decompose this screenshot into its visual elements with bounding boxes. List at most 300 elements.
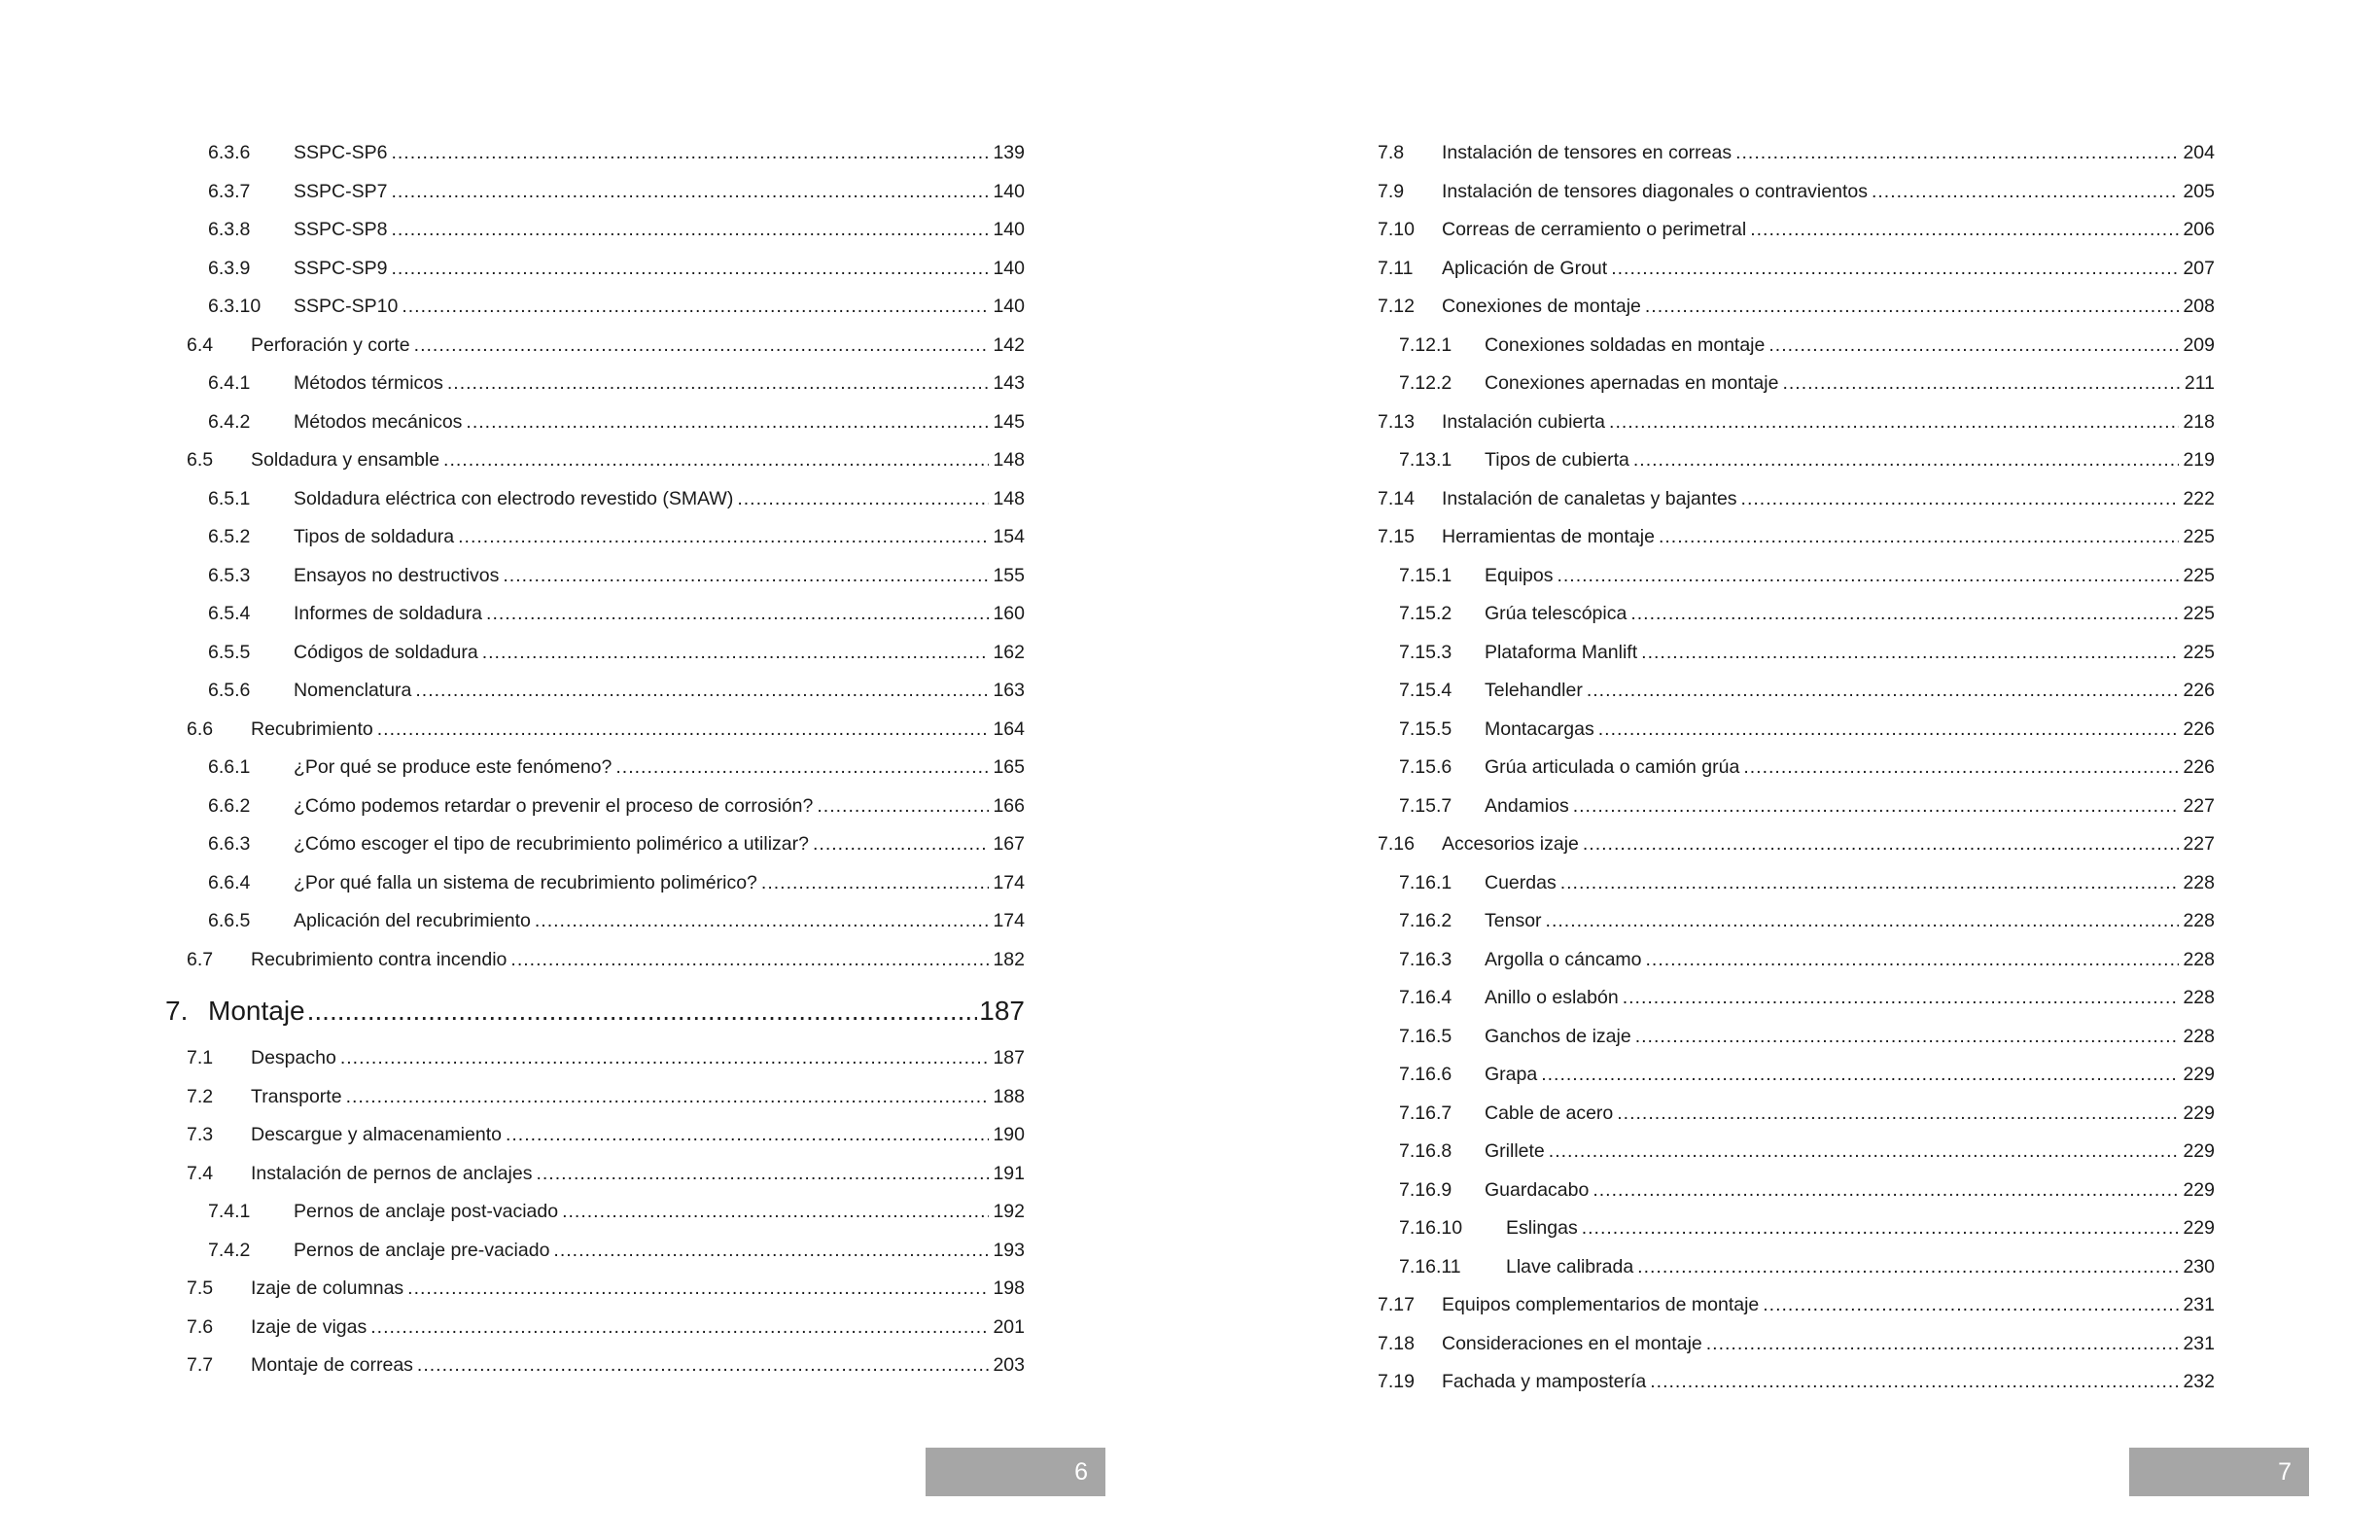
toc-entry[interactable] [187,1120,1025,1149]
toc-entry[interactable] [1378,484,2215,513]
dot-leader [1557,565,2179,586]
toc-entry-number: 7.16.11 [1399,1255,1461,1278]
toc-entry-title: Métodos térmicos [294,372,443,394]
toc-entry-number: 7.1 [187,1047,214,1068]
toc-entry-body [294,1197,1025,1222]
toc-entry-body [251,1043,1025,1068]
toc-entry-title: Instalación de canaletas y bajantes [1442,487,1737,509]
toc-entry-title: Conexiones apernadas en montaje [1485,372,1779,394]
toc-entry-number: 6.6.2 [208,794,251,817]
toc-entry-page: 160 [993,603,1025,624]
toc-chapter-entry[interactable] [165,993,1025,1032]
toc-entry[interactable] [208,292,1025,321]
toc-entry-body [294,599,1025,624]
toc-entry-title: Recubrimiento [251,718,373,740]
page-number-badge [926,1448,1105,1496]
toc-entry[interactable] [208,829,1025,858]
toc-entry-number: 7.16 [1378,833,1415,855]
toc-entry-body [294,791,1025,817]
toc-entry[interactable] [187,715,1025,744]
toc-entry-title: Accesorios izaje [1442,833,1579,855]
dot-leader [307,995,978,1028]
dot-leader [466,411,989,433]
dot-leader [1741,488,2180,509]
dot-leader [1617,1102,2179,1124]
toc-entry-page: 231 [2183,1294,2215,1315]
toc-entry-number: 7.11 [1378,257,1414,279]
toc-entry-page: 188 [993,1085,1025,1107]
toc-entry-title: Instalación de pernos de anclajes [251,1162,533,1184]
dot-leader [1582,1217,2180,1239]
dot-leader [1598,718,2180,740]
toc-entry-title: Despacho [251,1047,336,1068]
toc-entry-title: Andamios [1485,794,1569,817]
toc-entry-title: Nomenclatura [294,680,412,701]
toc-entry-body [1485,1137,2215,1162]
toc-entry-page: 140 [993,257,1025,279]
toc-entry-body [1485,868,2215,893]
toc-entry-number: 7.15.3 [1399,641,1452,663]
toc-entry-number: 7.16.7 [1399,1102,1452,1124]
toc-entry-page: 228 [2183,987,2215,1008]
toc-entry-title: Argolla o cáncamo [1485,948,1642,970]
toc-entry-body [251,1274,1025,1299]
dot-leader [391,181,989,202]
toc-entry-title: Aplicación del recubrimiento [294,910,531,931]
toc-entry-title: ¿Por qué falla un sistema de recubrimiento polimérico? [294,871,757,893]
dot-leader [503,565,989,586]
toc-entry-title: Instalación cubierta [1442,410,1606,433]
toc-entry-title: Grapa [1485,1064,1538,1085]
dot-leader [1623,987,2180,1008]
toc-entry[interactable] [1378,177,2215,206]
toc-entry-number: 7.18 [1378,1332,1415,1354]
dot-leader [761,872,990,893]
toc-entry-body [251,1159,1025,1184]
table-of-contents-right [1190,0,2380,1540]
toc-entry-page: 207 [2183,257,2215,279]
toc-entry-body [294,254,1025,279]
toc-entry-title: Tipos de cubierta [1485,449,1629,471]
dot-leader [1541,1064,2179,1085]
toc-entry-page: 229 [2183,1064,2215,1085]
toc-entry-title: Montacargas [1485,718,1594,740]
toc-entry-body [1485,906,2215,931]
toc-entry[interactable] [208,522,1025,551]
toc-entry-title: Equipos [1485,564,1554,586]
toc-entry-number: 6.7 [187,948,214,970]
toc-entry-number: 6.4.2 [208,410,251,433]
toc-entry[interactable] [187,1312,1025,1342]
toc-entry-page: 229 [2183,1217,2215,1239]
toc-entry-number: 6.3.7 [208,180,251,202]
toc-entry[interactable] [1378,254,2215,283]
toc-entry-body [294,368,1025,394]
toc-entry-number: 7.16.9 [1399,1178,1452,1201]
toc-entry-body [251,331,1025,356]
toc-entry[interactable] [208,368,1025,398]
toc-entry[interactable] [208,791,1025,821]
toc-entry-number: 7.17 [1378,1294,1415,1315]
toc-entry[interactable] [208,752,1025,782]
toc-entry-body [1442,254,2215,279]
toc-entry-title: Cuerdas [1485,871,1557,893]
toc-entry-body [1485,445,2215,471]
toc-entry-number: 7.8 [1378,142,1405,163]
toc-entry-page: 225 [2183,526,2215,547]
dot-leader [1637,1256,2179,1278]
toc-entry-body [1485,1099,2215,1124]
toc-entry[interactable] [1399,1252,2215,1281]
toc-entry-body [1442,407,2215,433]
toc-entry-page: 222 [2183,487,2215,509]
toc-entry-title: ¿Cómo escoger el tipo de recubrimiento polimérico a utilizar? [294,833,809,855]
toc-entry-title: Izaje de vigas [251,1315,368,1338]
dot-leader [1635,1026,2180,1047]
toc-entry-page: 143 [993,372,1025,394]
toc-entry-page: 225 [2183,564,2215,586]
toc-entry-number: 7.13.1 [1399,449,1452,471]
toc-entry-page: 164 [993,718,1025,740]
dot-leader [391,142,989,163]
toc-entry-title: Informes de soldadura [294,603,483,624]
toc-entry-page: 229 [2183,1140,2215,1162]
toc-entry[interactable] [208,906,1025,935]
dot-leader [1592,1179,2179,1201]
toc-entry[interactable] [1399,331,2215,360]
toc-entry-number: 7.16.2 [1399,910,1452,931]
toc-entry-body [1485,752,2215,778]
toc-entry-number: 6.5.6 [208,680,251,701]
toc-entry-number: 7.12.1 [1399,333,1452,356]
toc-entry[interactable] [1378,292,2215,321]
toc-entry-page: 231 [2183,1332,2215,1354]
toc-entry-number: 6.5.1 [208,487,251,509]
toc-entry[interactable] [187,1274,1025,1303]
toc-entry-page: 225 [2183,641,2215,663]
toc-entry[interactable] [208,177,1025,206]
toc-entry-body [294,638,1025,663]
toc-entry[interactable] [1378,1290,2215,1319]
toc-entry-body [1485,1060,2215,1085]
toc-entry-title: Montaje de correas [251,1354,413,1376]
toc-entry-body [1485,331,2215,356]
toc-entry[interactable] [1399,676,2215,705]
toc-entry-page: 162 [993,641,1025,663]
toc-entry[interactable] [187,445,1025,474]
toc-entry[interactable] [1399,868,2215,897]
dot-leader [1583,833,2180,855]
page-number: 6 [1074,1458,1088,1486]
toc-entry-number: 6.3.9 [208,257,251,279]
toc-entry-body [1442,1367,2215,1392]
toc-entry-page: 228 [2183,1025,2215,1047]
toc-entry-title: Perforación y corte [251,333,410,356]
toc-entry-number: 7.13 [1378,410,1415,433]
toc-entry-title: Códigos de soldadura [294,641,478,663]
toc-entry[interactable] [208,599,1025,628]
toc-entry-page: 219 [2183,449,2215,471]
toc-entry-number: 6.6.3 [208,833,251,855]
toc-entry-number: 7.14 [1378,487,1415,509]
dot-leader [553,1240,989,1261]
toc-entry-title: SSPC-SP7 [294,180,388,202]
toc-entry-title: Aplicación de Grout [1442,257,1608,279]
toc-entry-page: 211 [2184,372,2215,394]
toc-entry[interactable] [187,331,1025,360]
toc-entry-body [1485,1022,2215,1047]
toc-entry[interactable] [1399,752,2215,782]
toc-entry-number: 6.4.1 [208,372,251,394]
dot-leader [615,756,989,778]
toc-entry-body [251,1120,1025,1145]
toc-entry[interactable] [208,676,1025,705]
toc-entry[interactable] [1399,1022,2215,1051]
toc-entry-title: Tipos de soldadura [294,526,455,547]
right-page [1190,0,2380,1540]
toc-entry-title: Tensor [1485,910,1542,931]
toc-entry[interactable] [187,945,1025,974]
toc-entry-title: SSPC-SP10 [294,296,399,317]
toc-entry-body [1485,599,2215,624]
toc-entry-body [294,407,1025,433]
toc-entry-body [294,1236,1025,1261]
toc-entry[interactable] [1399,945,2215,974]
toc-entry-number: 6.5.2 [208,526,251,547]
toc-entry-body [1442,215,2215,240]
dot-leader [417,1354,990,1376]
toc-entry-page: 206 [2183,219,2215,240]
toc-entry-page: 148 [993,449,1025,471]
toc-entry-number: 7.15.1 [1399,564,1452,586]
toc-entry-body [294,522,1025,547]
toc-entry-page: 227 [2183,794,2215,817]
dot-leader [536,1163,989,1184]
toc-entry-page: 166 [993,794,1025,817]
toc-entry[interactable] [1399,715,2215,744]
toc-entry-number: 7.4 [187,1162,214,1184]
toc-entry-number: 6.3.8 [208,219,251,240]
dot-leader [737,488,989,509]
toc-entry-page: 182 [993,948,1025,970]
toc-entry[interactable] [1399,445,2215,474]
toc-entry[interactable] [1399,638,2215,667]
toc-entry-number: 7.4.2 [208,1239,251,1261]
toc-entry-body [1506,1252,2215,1278]
dot-leader [402,296,989,317]
dot-leader [562,1201,989,1222]
toc-entry-title: ¿Cómo podemos retardar o prevenir el proceso de corrosión? [294,794,814,817]
toc-entry[interactable] [208,407,1025,437]
toc-entry-title: Grúa articulada o camión grúa [1485,756,1740,778]
toc-entry-number: 6.5.3 [208,564,251,586]
toc-entry-page: 190 [993,1124,1025,1145]
toc-entry-body [294,829,1025,855]
dot-leader [1549,1140,2180,1162]
toc-entry-title: Recubrimiento contra incendio [251,948,508,970]
toc-entry[interactable] [208,1236,1025,1265]
toc-entry[interactable] [208,138,1025,167]
toc-entry[interactable] [1399,1099,2215,1128]
dot-leader [1546,910,2180,931]
toc-entry-page: 232 [2183,1371,2215,1392]
toc-entry-page: 193 [993,1239,1025,1261]
toc-entry-number: 7. [165,996,189,1026]
toc-entry[interactable] [1399,983,2215,1012]
toc-entry[interactable] [1378,829,2215,858]
toc-entry-body [1442,829,2215,855]
toc-entry-number: 7.16.4 [1399,987,1452,1008]
toc-entry[interactable] [1399,368,2215,398]
toc-entry-page: 154 [993,526,1025,547]
toc-entry-title: SSPC-SP8 [294,219,388,240]
toc-entry[interactable] [1399,1213,2215,1242]
toc-entry-title: Herramientas de montaje [1442,526,1655,547]
toc-entry-title: Soldadura y ensamble [251,449,440,471]
dot-leader [415,680,989,701]
toc-entry-title: Grúa telescópica [1485,603,1628,624]
toc-entry-number: 7.12.2 [1399,372,1452,394]
toc-entry-number: 7.5 [187,1278,214,1299]
toc-entry-title: Fachada y mampostería [1442,1371,1647,1392]
dot-leader [447,372,990,394]
toc-entry-body [1506,1213,2215,1239]
toc-entry-number: 7.15.4 [1399,680,1452,701]
toc-entry-number: 6.6.4 [208,871,251,893]
toc-entry-title: Grillete [1485,1140,1545,1162]
toc-entry-title: Pernos de anclaje pre-vaciado [294,1239,550,1261]
toc-entry-page: 167 [993,833,1025,855]
toc-entry-page: 140 [993,296,1025,317]
toc-entry-number: 6.4 [187,333,214,356]
toc-entry-title: Ensayos no destructivos [294,564,500,586]
toc-entry-number: 7.15.6 [1399,756,1452,778]
toc-entry-number: 6.5.5 [208,641,251,663]
toc-entry-page: 226 [2183,680,2215,701]
dot-leader [1587,680,2180,701]
dot-leader [414,334,990,356]
toc-entry[interactable] [208,561,1025,590]
dot-leader [1650,1371,2179,1392]
dot-leader [340,1047,990,1068]
toc-entry-page: 187 [993,1047,1025,1068]
dot-leader [1763,1294,2179,1315]
toc-entry[interactable] [208,1197,1025,1226]
toc-entry-body [1485,638,2215,663]
toc-entry-page: 187 [979,996,1025,1026]
toc-entry[interactable] [208,215,1025,244]
toc-entry[interactable] [1378,215,2215,244]
toc-entry[interactable] [208,638,1025,667]
dot-leader [506,1124,989,1145]
toc-entry-number: 7.3 [187,1124,214,1145]
toc-entry-title: Correas de cerramiento o perimetral [1442,219,1747,240]
toc-entry-title: Conexiones soldadas en montaje [1485,333,1766,356]
dot-leader [1768,334,2179,356]
toc-entry-number: 7.15.5 [1399,718,1452,740]
toc-entry-page: 229 [2183,1178,2215,1201]
toc-entry[interactable] [1399,599,2215,628]
toc-entry[interactable] [1399,1175,2215,1205]
toc-entry[interactable] [208,868,1025,897]
toc-entry-page: 201 [993,1315,1025,1338]
toc-entry-page: 226 [2183,756,2215,778]
toc-entry-body [294,138,1025,163]
toc-entry-number: 7.16.8 [1399,1140,1452,1162]
dot-leader [346,1086,990,1107]
toc-entry-number: 7.9 [1378,180,1405,202]
toc-entry-page: 218 [2183,410,2215,433]
toc-entry-number: 7.16.5 [1399,1025,1452,1047]
toc-entry[interactable] [1378,138,2215,167]
toc-entry[interactable] [1378,1329,2215,1358]
toc-entry-page: 192 [993,1201,1025,1222]
toc-entry-body [294,906,1025,931]
toc-entry-body [1442,522,2215,547]
toc-entry[interactable] [1378,407,2215,437]
toc-entry-body [1485,791,2215,817]
dot-leader [1573,795,2180,817]
toc-entry[interactable] [187,1350,1025,1380]
toc-entry[interactable] [1399,906,2215,935]
toc-entry[interactable] [208,484,1025,513]
toc-entry-title: Métodos mecánicos [294,410,463,433]
toc-entry-body [294,292,1025,317]
toc-entry-number: 7.16.6 [1399,1064,1452,1085]
toc-entry-page: 139 [993,142,1025,163]
toc-entry[interactable] [1399,1137,2215,1166]
toc-entry-title: Transporte [251,1085,342,1107]
toc-entry-body [1485,561,2215,586]
dot-leader [1735,142,2179,163]
toc-entry[interactable] [1399,561,2215,590]
toc-entry-page: 209 [2183,333,2215,356]
toc-entry-body [1442,1290,2215,1315]
toc-entry[interactable] [1378,1367,2215,1396]
dot-leader [1750,219,2179,240]
toc-entry-body [1485,676,2215,701]
toc-entry-title: Izaje de columnas [251,1278,404,1299]
toc-entry[interactable] [208,254,1025,283]
toc-entry[interactable] [1378,522,2215,551]
dot-leader [1641,642,2179,663]
toc-entry-body [1442,177,2215,202]
toc-entry[interactable] [187,1159,1025,1188]
toc-entry[interactable] [1399,791,2215,821]
toc-entry-page: 165 [993,756,1025,778]
toc-entry-page: 228 [2183,871,2215,893]
dot-leader [535,910,990,931]
toc-entry-title: Pernos de anclaje post-vaciado [294,1201,559,1222]
dot-leader [391,258,989,279]
dot-leader [1646,949,2180,970]
toc-entry-title: Consideraciones en el montaje [1442,1332,1702,1354]
dot-leader [510,949,989,970]
toc-entry[interactable] [187,1043,1025,1072]
toc-entry-body [1442,1329,2215,1354]
toc-entry-number: 7.15.7 [1399,794,1452,817]
toc-entry[interactable] [187,1082,1025,1111]
toc-entry-body [251,1082,1025,1107]
toc-entry-title: Instalación de tensores en correas [1442,142,1732,163]
toc-entry-title: Conexiones de montaje [1442,296,1641,317]
toc-entry-title: ¿Por qué se produce este fenómeno? [294,756,612,778]
toc-entry[interactable] [1399,1060,2215,1089]
toc-entry-body [294,177,1025,202]
page-number: 7 [2278,1458,2292,1486]
page-number-badge [2129,1448,2309,1496]
toc-entry-page: 225 [2183,603,2215,624]
